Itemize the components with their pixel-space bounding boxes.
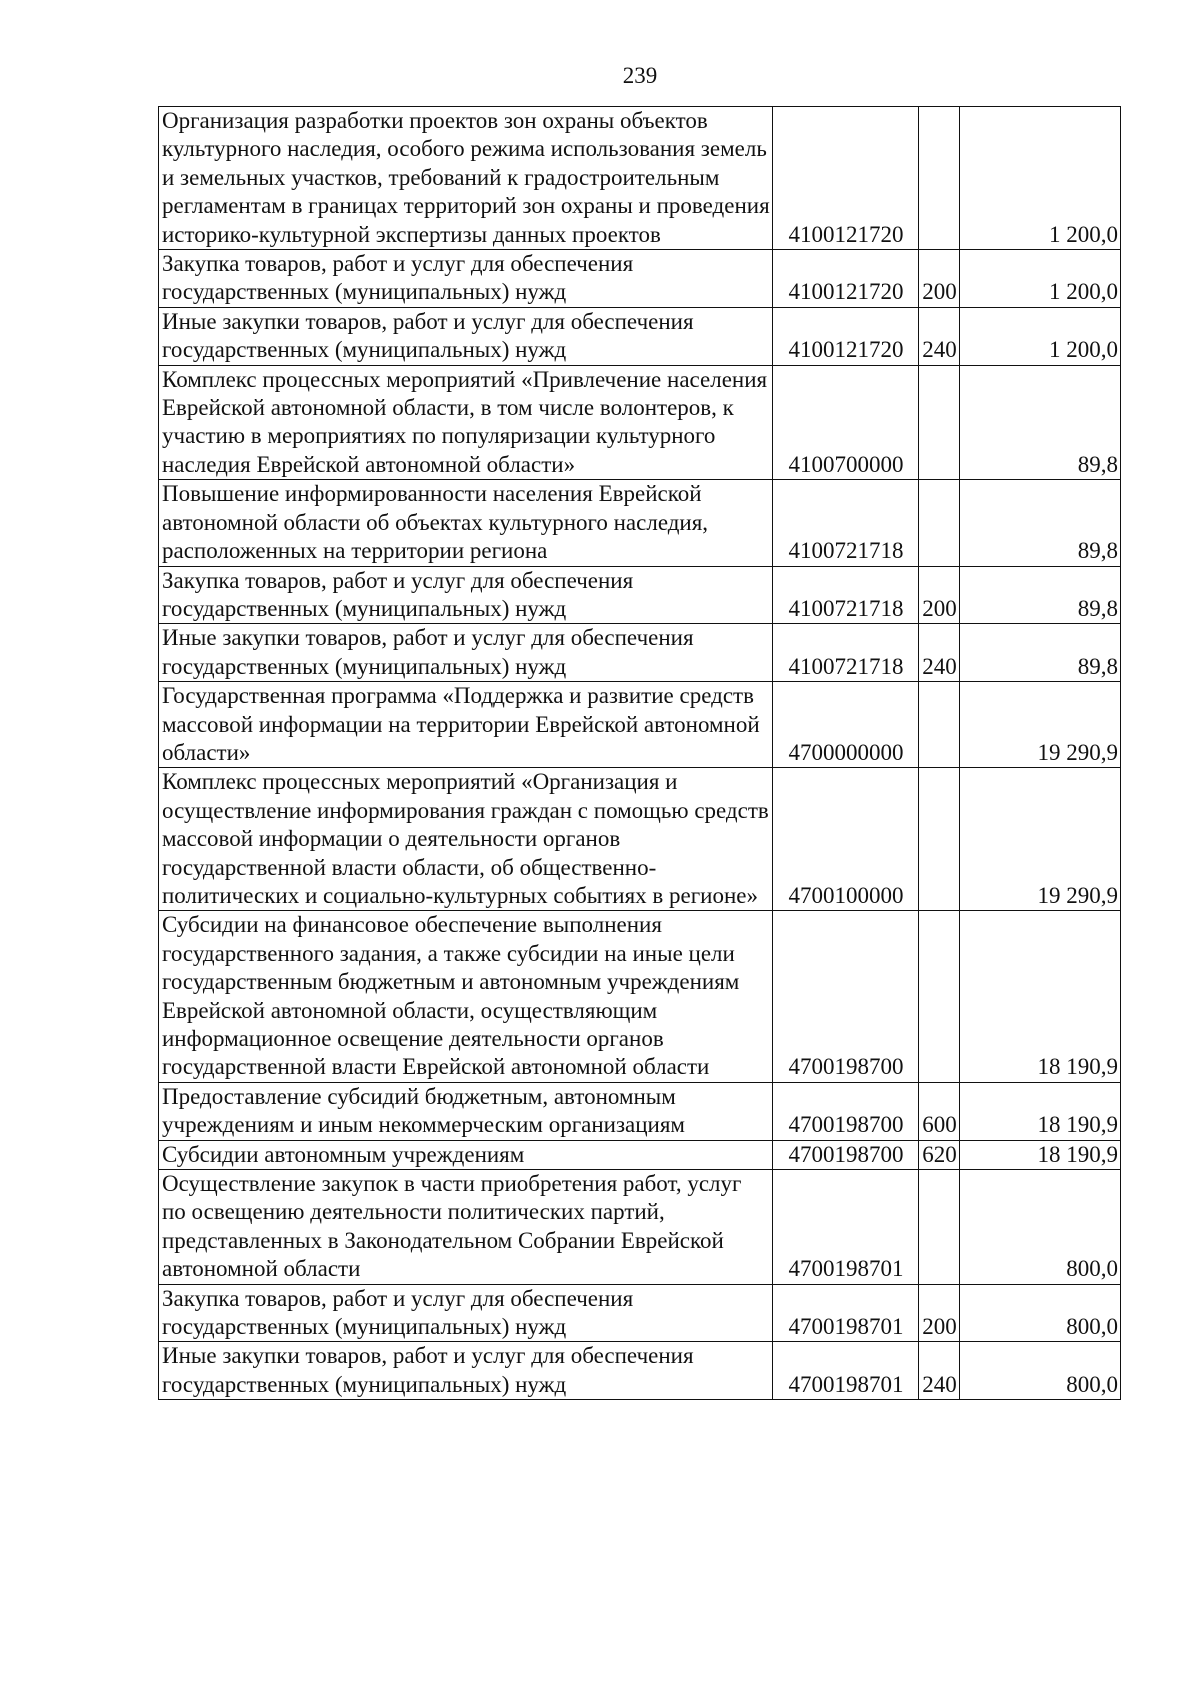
row-name-cell: Иные закупки товаров, работ и услуг для обеспечения государственных (муниципальных) нужд [159, 1342, 773, 1400]
row-name-cell: Иные закупки товаров, работ и услуг для обеспечения государственных (муниципальных) нужд [159, 624, 773, 682]
row-code-cell: 4100121720 [773, 307, 919, 365]
row-sum-cell: 89,8 [960, 480, 1121, 566]
row-type-cell: 620 [919, 1140, 960, 1169]
row-sum-cell: 89,8 [960, 624, 1121, 682]
row-code-cell: 4700198701 [773, 1342, 919, 1400]
row-type-cell [919, 682, 960, 768]
table-row [159, 624, 1121, 682]
row-sum-cell: 800,0 [960, 1284, 1121, 1342]
row-type-cell: 200 [919, 566, 960, 624]
row-sum-cell: 18 190,9 [960, 911, 1121, 1082]
budget-table-body [159, 107, 1121, 1400]
row-code-cell: 4700000000 [773, 682, 919, 768]
row-name-cell: Повышение информированности населения Еврейской автономной области об объектах культурного наследия, расположенных на территории региона [159, 480, 773, 566]
row-code-cell: 4100700000 [773, 365, 919, 480]
row-type-cell [919, 365, 960, 480]
budget-table [158, 106, 1121, 1400]
row-sum-cell: 1 200,0 [960, 107, 1121, 250]
row-name-cell: Закупка товаров, работ и услуг для обеспечения государственных (муниципальных) нужд [159, 1284, 773, 1342]
row-sum-cell: 19 290,9 [960, 768, 1121, 911]
row-name-cell: Комплекс процессных мероприятий «Привлечение населения Еврейской автономной области, в том числе волонтеров, к участию в мероприятиях по популяризации культурного наследия Еврейской автономной области» [159, 365, 773, 480]
row-type-cell: 200 [919, 1284, 960, 1342]
row-type-cell [919, 1170, 960, 1285]
row-code-cell: 4100721718 [773, 624, 919, 682]
row-type-cell [919, 768, 960, 911]
table-row [159, 1170, 1121, 1285]
table-row [159, 365, 1121, 480]
row-sum-cell: 1 200,0 [960, 250, 1121, 308]
row-name-cell: Комплекс процессных мероприятий «Организация и осуществление информирования граждан с помощью средств массовой информации о деятельности органов государственной власти области, об общественно-политических и социально-культурных событиях в регионе» [159, 768, 773, 911]
row-type-cell [919, 911, 960, 1082]
table-row [159, 480, 1121, 566]
row-name-cell: Предоставление субсидий бюджетным, автономным учреждениям и иным некоммерческим организациям [159, 1082, 773, 1140]
row-sum-cell: 18 190,9 [960, 1082, 1121, 1140]
row-type-cell [919, 480, 960, 566]
page-number: 239 [622, 63, 658, 88]
row-type-cell: 240 [919, 624, 960, 682]
row-type-cell: 240 [919, 1342, 960, 1400]
row-type-cell [919, 107, 960, 250]
row-sum-cell: 1 200,0 [960, 307, 1121, 365]
row-code-cell: 4100121720 [773, 250, 919, 308]
table-row [159, 250, 1121, 308]
row-sum-cell: 800,0 [960, 1170, 1121, 1285]
table-row [159, 107, 1121, 250]
row-code-cell: 4100721718 [773, 480, 919, 566]
row-code-cell: 4700198700 [773, 911, 919, 1082]
row-name-cell: Субсидии автономным учреждениям [159, 1140, 773, 1169]
row-sum-cell: 89,8 [960, 365, 1121, 480]
row-sum-cell: 800,0 [960, 1342, 1121, 1400]
row-type-cell: 600 [919, 1082, 960, 1140]
row-code-cell: 4700198701 [773, 1170, 919, 1285]
table-row [159, 1284, 1121, 1342]
row-name-cell: Осуществление закупок в части приобретения работ, услуг по освещению деятельности политических партий, представленных в Законодательном Собрании Еврейской автономной области [159, 1170, 773, 1285]
table-row [159, 1082, 1121, 1140]
table-row [159, 1140, 1121, 1169]
row-type-cell: 240 [919, 307, 960, 365]
row-code-cell: 4100121720 [773, 107, 919, 250]
row-code-cell: 4100721718 [773, 566, 919, 624]
row-name-cell: Закупка товаров, работ и услуг для обеспечения государственных (муниципальных) нужд [159, 566, 773, 624]
table-row [159, 768, 1121, 911]
row-name-cell: Субсидии на финансовое обеспечение выполнения государственного задания, а также субсидии на иные цели государственным бюджетным и автономным учреждениям Еврейской автономной области, осуществляющим информационное освещение деятельности органов государственной власти Еврейской автономной области [159, 911, 773, 1082]
table-row [159, 566, 1121, 624]
row-name-cell: Закупка товаров, работ и услуг для обеспечения государственных (муниципальных) нужд [159, 250, 773, 308]
row-sum-cell: 18 190,9 [960, 1140, 1121, 1169]
table-row [159, 307, 1121, 365]
row-code-cell: 4700198701 [773, 1284, 919, 1342]
row-sum-cell: 89,8 [960, 566, 1121, 624]
row-sum-cell: 19 290,9 [960, 682, 1121, 768]
row-code-cell: 4700198700 [773, 1082, 919, 1140]
row-name-cell: Организация разработки проектов зон охраны объектов культурного наследия, особого режима использования земель и земельных участков, требований к градостроительным регламентам в границах территорий зон охраны и проведения историко-культурной экспертизы данных проектов [159, 107, 773, 250]
row-code-cell: 4700198700 [773, 1140, 919, 1169]
table-row [159, 911, 1121, 1082]
row-type-cell: 200 [919, 250, 960, 308]
row-name-cell: Иные закупки товаров, работ и услуг для обеспечения государственных (муниципальных) нужд [159, 307, 773, 365]
row-name-cell: Государственная программа «Поддержка и развитие средств массовой информации на территории Еврейской автономной области» [159, 682, 773, 768]
table-row [159, 1342, 1121, 1400]
row-code-cell: 4700100000 [773, 768, 919, 911]
table-row [159, 682, 1121, 768]
